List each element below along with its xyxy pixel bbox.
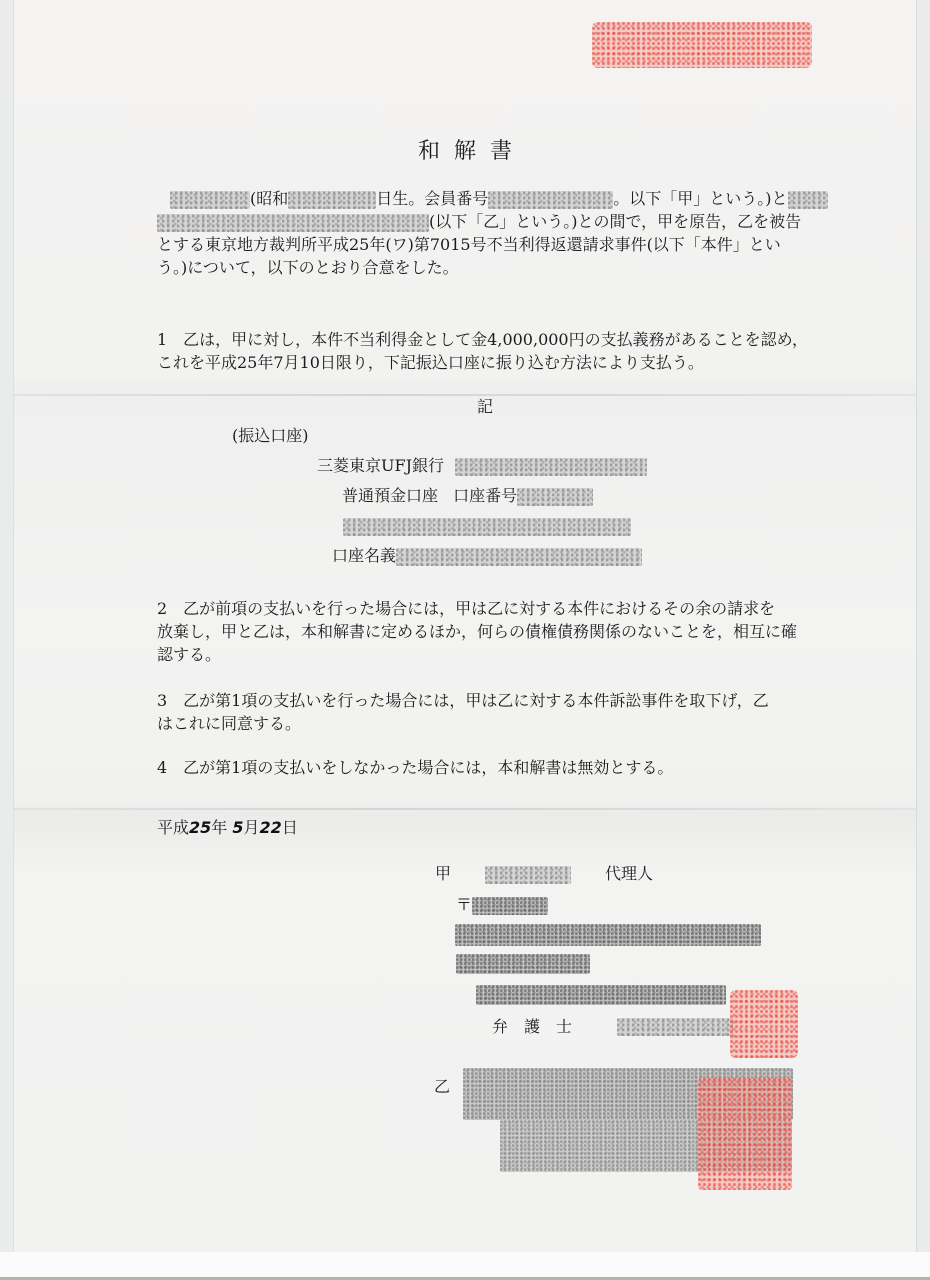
redacted-member-number	[488, 191, 613, 209]
redacted-postal-code	[472, 897, 548, 915]
account-holder-label: 口座名義	[332, 546, 397, 565]
redacted-party-a-name-wrap	[485, 864, 571, 884]
redacted-name-a	[170, 191, 250, 209]
account-row	[342, 484, 593, 507]
redacted-account-line	[343, 516, 631, 536]
redacted-account-extra	[343, 518, 631, 536]
redacted-party-a-name	[485, 866, 571, 884]
party-b-label: 乙	[434, 1077, 451, 1096]
account-holder-row	[332, 544, 642, 567]
account-type: 普通預金口座	[342, 486, 439, 505]
clause-2-line-3: 認する。	[157, 645, 222, 664]
redacted-name-b	[157, 214, 429, 232]
redacted-address-1	[455, 924, 761, 946]
redacted-address-2	[456, 954, 590, 974]
clause-2-line-1: 2 乙が前項の支払いを行った場合には，甲は乙に対する本件におけるその余の請求を	[157, 599, 776, 618]
date-month-suffix: 月	[243, 818, 260, 837]
date-year-handwritten: 25	[189, 818, 212, 837]
date-month-handwritten: 5	[232, 818, 244, 837]
date-era: 平成	[157, 818, 190, 837]
clause-4-line-1: 4 乙が第1項の支払いをしなかった場合には，本和解書は無効とする。	[157, 758, 674, 777]
date-day-handwritten: 22	[259, 818, 282, 837]
party-b-seal	[698, 1078, 792, 1190]
agreement-date	[157, 816, 298, 839]
redacted-seal-top	[592, 22, 812, 68]
redacted-lawyer-name	[617, 1018, 733, 1036]
ki-heading: 記	[477, 397, 494, 416]
fold-line-upper	[14, 394, 916, 396]
intro-line-4: う。)について，以下のとおり合意をした。	[157, 258, 459, 277]
clause-1-line-2: これを平成25年7月10日限り，下記振込口座に振り込む方法により支払う。	[157, 353, 704, 372]
intro-line-2	[157, 210, 801, 233]
clause-2-line-2: 放棄し，甲と乙は，本和解書に定めるほか，何らの債権債務関係のないことを，相互に確	[157, 622, 798, 641]
document-title: 和解書	[417, 139, 526, 164]
redacted-account-holder	[396, 548, 642, 566]
date-day-suffix: 日	[281, 818, 298, 837]
redacted-office-wrap	[476, 984, 726, 1005]
bank-heading: (振込口座)	[232, 426, 309, 445]
redacted-address-2-wrap	[456, 953, 590, 974]
date-year-suffix: 年	[211, 818, 228, 837]
postal-mark: 〒	[456, 895, 473, 914]
redacted-name-b-start	[788, 191, 828, 209]
clause-3-line-2: はこれに同意する。	[157, 714, 302, 733]
agent-label: 代理人	[605, 864, 654, 883]
party-a-label: 甲	[435, 864, 452, 883]
intro-line-3: とする東京地方裁判所平成25年(ワ)第7015号不当利得返還請求事件(以下「本件」とい	[157, 235, 781, 254]
redacted-lawyer-name-wrap	[617, 1016, 733, 1036]
redacted-branch	[455, 458, 647, 476]
redacted-law-office	[476, 985, 726, 1005]
redacted-address-1-wrap	[455, 924, 761, 946]
redacted-birthdate	[288, 191, 376, 209]
account-number-label: 口座番号	[453, 486, 518, 505]
intro-line-1	[170, 187, 828, 210]
clause-3-line-1: 3 乙が第1項の支払いを行った場合には，甲は乙に対する本件訴訟事件を取下げ，乙	[157, 691, 769, 710]
fold-line-lower	[14, 808, 916, 810]
lawyer-seal	[730, 990, 798, 1058]
intro-part1: (昭和	[250, 189, 289, 208]
clause-1-line-1: 1 乙は，甲に対し，本件不当利得金として金4,000,000円の支払義務があることを認め，	[157, 330, 808, 349]
lawyer-label: 弁 護 士	[492, 1017, 573, 1036]
redacted-account-number	[517, 488, 593, 506]
intro-part2: 日生。会員番号	[376, 189, 489, 208]
postal-row	[456, 893, 548, 916]
intro-line2-tail: (以下「乙」という。)との間で，甲を原告，乙を被告	[429, 212, 802, 231]
scan-bottom-edge	[0, 1252, 930, 1280]
intro-part3: 。以下「甲」という。)と	[613, 189, 788, 208]
bank-name: 三菱東京UFJ銀行	[317, 456, 445, 475]
bank-name-row	[317, 454, 647, 477]
